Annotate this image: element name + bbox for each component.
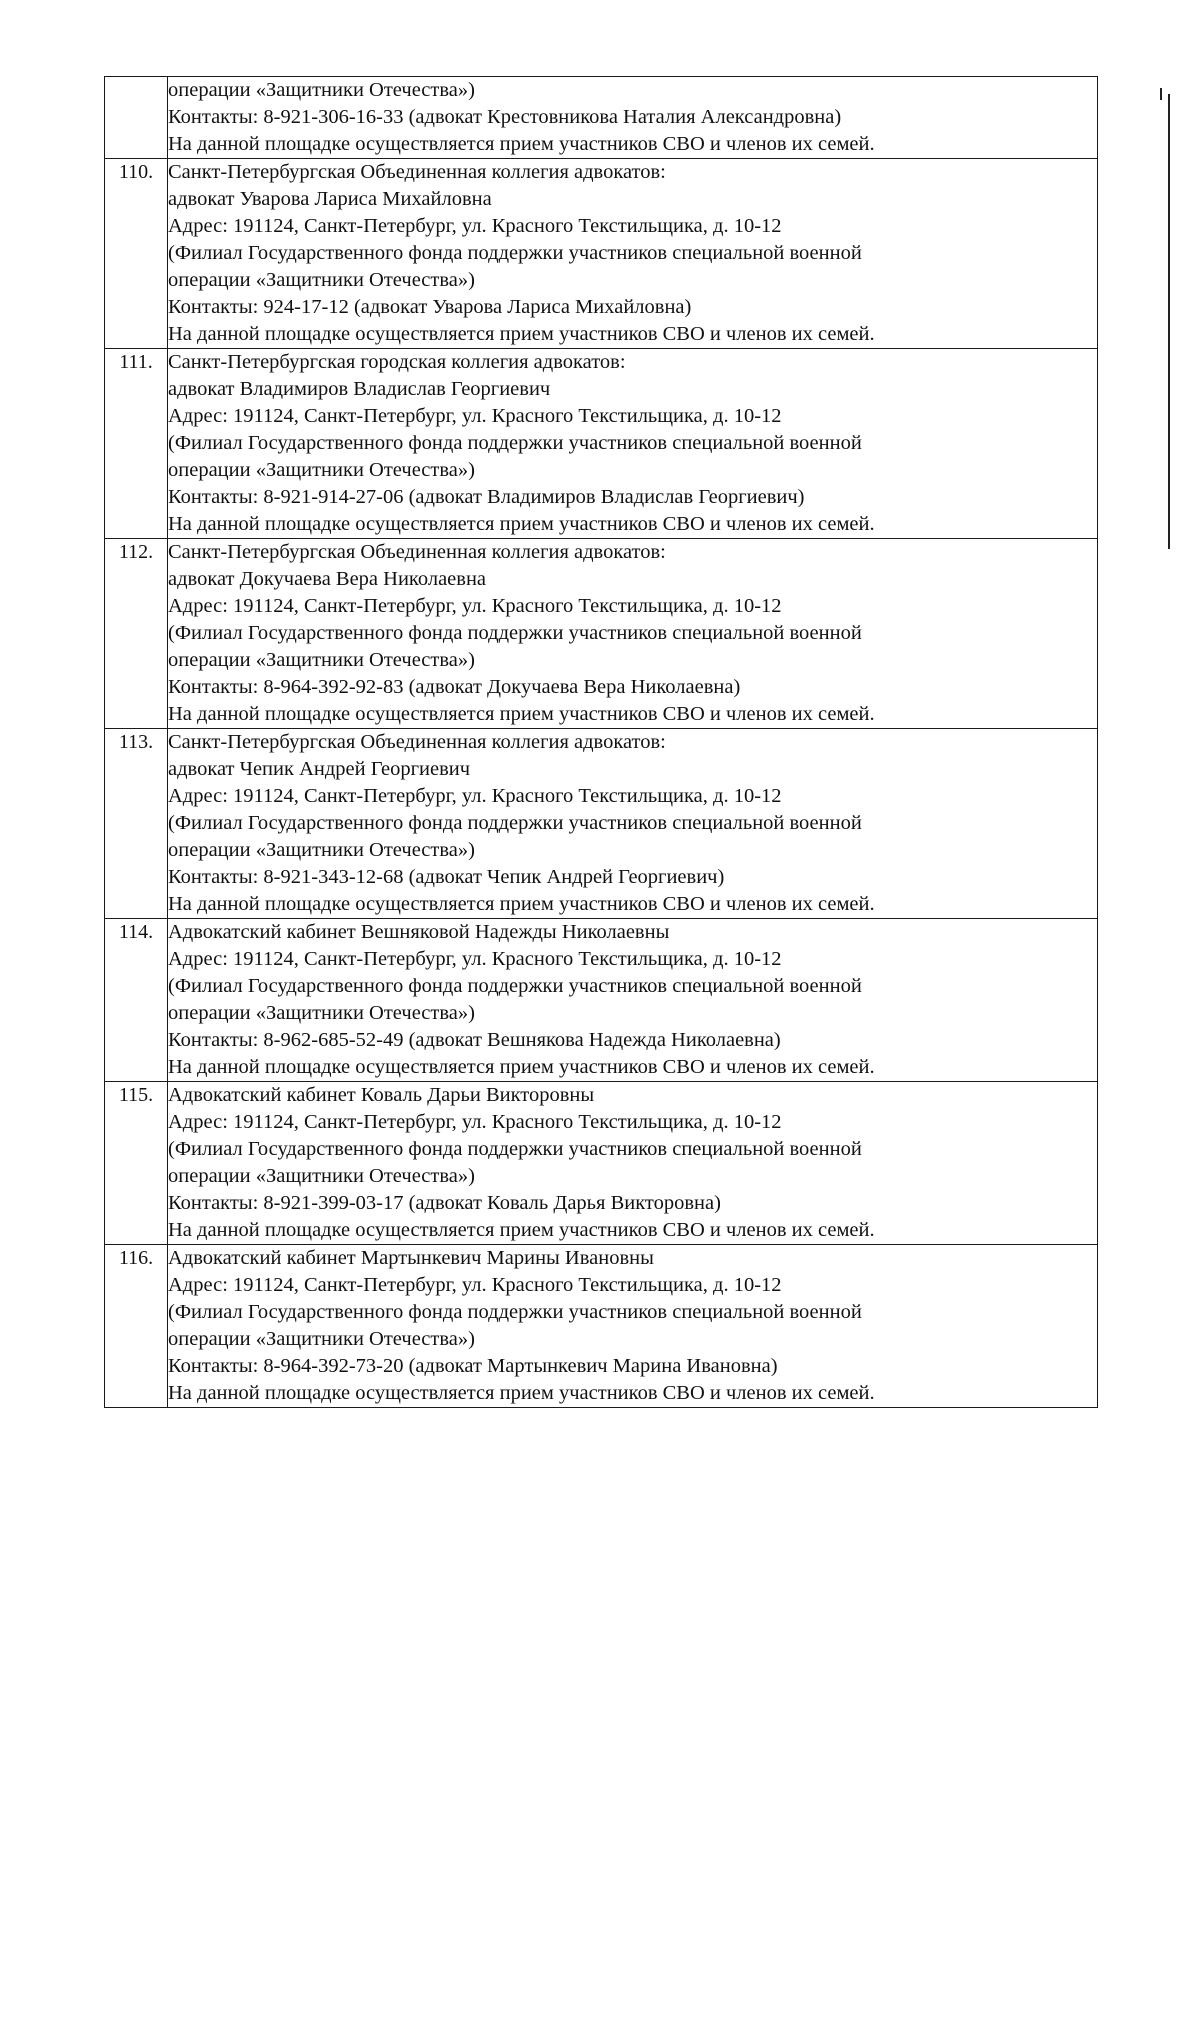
text-line: Контакты: 924-17-12 (адвокат Уварова Лариса Михайловна) xyxy=(168,296,692,318)
registry-table-body xyxy=(105,77,1098,1408)
table-row xyxy=(105,919,1098,1082)
text-line: Контакты: 8-962-685-52-49 (адвокат Вешнякова Надежда Николаевна) xyxy=(168,1029,781,1051)
text-line: Адвокатский кабинет Вешняковой Надежды Николаевны xyxy=(168,921,670,943)
row-number: 115. xyxy=(105,1082,168,1245)
text-line: (Филиал Государственного фонда поддержки участников специальной военной xyxy=(168,622,862,644)
text-line: На данной площадке осуществляется прием участников СВО и членов их семей. xyxy=(168,1219,875,1241)
text-line: На данной площадке осуществляется прием участников СВО и членов их семей. xyxy=(168,1056,875,1078)
text-line: На данной площадке осуществляется прием участников СВО и членов их семей. xyxy=(168,893,875,915)
text-line: адвокат Докучаева Вера Николаевна xyxy=(168,568,487,590)
row-text-cell xyxy=(168,1245,1098,1408)
table-row xyxy=(105,1082,1098,1245)
text-line: Контакты: 8-921-306-16-33 (адвокат Крестовникова Наталия Александровна) xyxy=(168,106,842,128)
row-number: 111. xyxy=(105,349,168,539)
row-text-cell xyxy=(168,159,1098,349)
text-line: Адвокатский кабинет Мартынкевич Марины Ивановны xyxy=(168,1247,654,1269)
text-line: Адрес: 191124, Санкт-Петербург, ул. Красного Текстильщика, д. 10-12 xyxy=(168,1111,782,1133)
text-line: (Филиал Государственного фонда поддержки участников специальной военной xyxy=(168,242,862,264)
row-number: 113. xyxy=(105,729,168,919)
table-row xyxy=(105,159,1098,349)
text-line: операции «Защитники Отечества») xyxy=(168,79,475,101)
row-text-cell xyxy=(168,919,1098,1082)
text-line: адвокат Чепик Андрей Георгиевич xyxy=(168,758,471,780)
text-line: Адрес: 191124, Санкт-Петербург, ул. Красного Текстильщика, д. 10-12 xyxy=(168,948,782,970)
row-text-cell xyxy=(168,349,1098,539)
text-line: Адрес: 191124, Санкт-Петербург, ул. Красного Текстильщика, д. 10-12 xyxy=(168,405,782,427)
scan-margin-tick xyxy=(1160,88,1162,100)
registry-table xyxy=(104,76,1098,1408)
text-line: Контакты: 8-964-392-73-20 (адвокат Мартынкевич Марина Ивановна) xyxy=(168,1355,778,1377)
text-line: Санкт-Петербургская Объединенная коллегия адвокатов: xyxy=(168,541,666,563)
text-line: операции «Защитники Отечества») xyxy=(168,269,475,291)
text-line: Контакты: 8-921-399-03-17 (адвокат Коваль Дарья Викторовна) xyxy=(168,1192,721,1214)
text-line: Адрес: 191124, Санкт-Петербург, ул. Красного Текстильщика, д. 10-12 xyxy=(168,785,782,807)
text-line: Адвокатский кабинет Коваль Дарьи Викторовны xyxy=(168,1084,595,1106)
table-row xyxy=(105,1245,1098,1408)
text-line: Санкт-Петербургская городская коллегия адвокатов: xyxy=(168,351,626,373)
table-row-continuation xyxy=(105,77,1098,159)
row-number: 114. xyxy=(105,919,168,1082)
row-text-cell xyxy=(168,539,1098,729)
text-line: На данной площадке осуществляется прием участников СВО и членов их семей. xyxy=(168,513,875,535)
text-line: На данной площадке осуществляется прием участников СВО и членов их семей. xyxy=(168,1382,875,1404)
row-number: 110. xyxy=(105,159,168,349)
text-line: Адрес: 191124, Санкт-Петербург, ул. Красного Текстильщика, д. 10-12 xyxy=(168,215,782,237)
text-line: операции «Защитники Отечества») xyxy=(168,1002,475,1024)
text-line: операции «Защитники Отечества») xyxy=(168,1328,475,1350)
text-line: операции «Защитники Отечества») xyxy=(168,459,475,481)
text-line: операции «Защитники Отечества») xyxy=(168,839,475,861)
text-line: Контакты: 8-921-343-12-68 (адвокат Чепик Андрей Георгиевич) xyxy=(168,866,725,888)
table-row xyxy=(105,729,1098,919)
row-text-cell xyxy=(168,1082,1098,1245)
text-line: Адрес: 191124, Санкт-Петербург, ул. Красного Текстильщика, д. 10-12 xyxy=(168,1274,782,1296)
row-text-cell xyxy=(168,77,1098,159)
text-line: (Филиал Государственного фонда поддержки участников специальной военной xyxy=(168,432,862,454)
text-line: На данной площадке осуществляется прием участников СВО и членов их семей. xyxy=(168,323,875,345)
row-text-cell xyxy=(168,729,1098,919)
table-row xyxy=(105,349,1098,539)
text-line: (Филиал Государственного фонда поддержки участников специальной военной xyxy=(168,812,862,834)
text-line: На данной площадке осуществляется прием участников СВО и членов их семей. xyxy=(168,703,875,725)
text-line: Санкт-Петербургская Объединенная коллегия адвокатов: xyxy=(168,161,666,183)
table-row xyxy=(105,539,1098,729)
text-line: Адрес: 191124, Санкт-Петербург, ул. Красного Текстильщика, д. 10-12 xyxy=(168,595,782,617)
text-line: Контакты: 8-921-914-27-06 (адвокат Владимиров Владислав Георгиевич) xyxy=(168,486,805,508)
text-line: адвокат Уварова Лариса Михайловна xyxy=(168,188,492,210)
row-number: 116. xyxy=(105,1245,168,1408)
text-line: операции «Защитники Отечества») xyxy=(168,1165,475,1187)
text-line: адвокат Владимиров Владислав Георгиевич xyxy=(168,378,551,400)
text-line: На данной площадке осуществляется прием участников СВО и членов их семей. xyxy=(168,133,875,155)
text-line: операции «Защитники Отечества») xyxy=(168,649,475,671)
scan-margin-mark xyxy=(1168,94,1170,549)
row-number: 112. xyxy=(105,539,168,729)
text-line: (Филиал Государственного фонда поддержки участников специальной военной xyxy=(168,1301,862,1323)
text-line: (Филиал Государственного фонда поддержки участников специальной военной xyxy=(168,975,862,997)
row-number-cell xyxy=(105,77,168,159)
text-line: Санкт-Петербургская Объединенная коллегия адвокатов: xyxy=(168,731,666,753)
text-line: Контакты: 8-964-392-92-83 (адвокат Докучаева Вера Николаевна) xyxy=(168,676,741,698)
text-line: (Филиал Государственного фонда поддержки участников специальной военной xyxy=(168,1138,862,1160)
